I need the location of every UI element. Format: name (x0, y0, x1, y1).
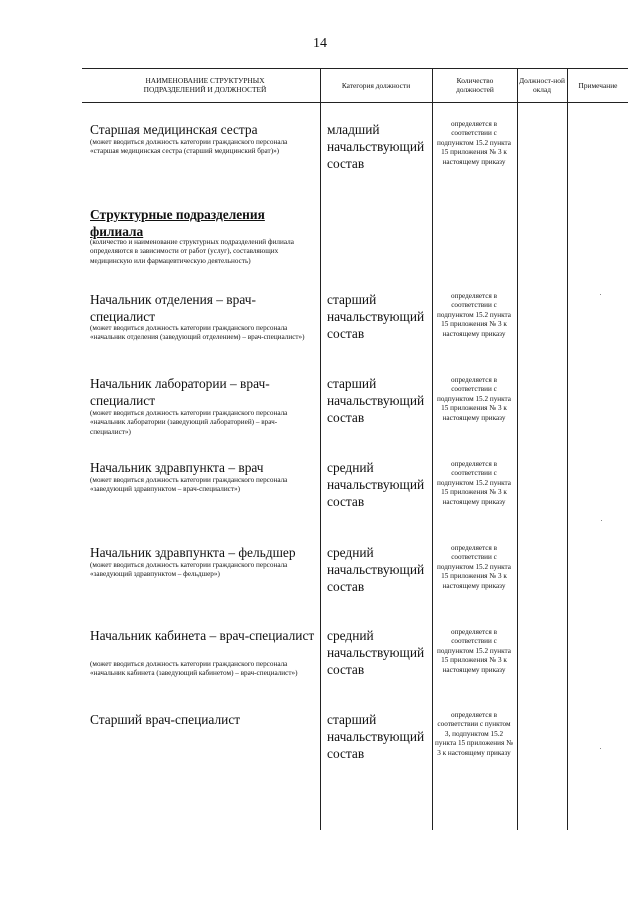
position-title: Старшая медицинская сестра (90, 122, 258, 137)
scan-speck (600, 748, 601, 749)
position-title: Начальник здравпункта – фельдшер (90, 545, 296, 560)
header-salary (518, 68, 566, 102)
position-note: (может вводиться должность категории гражданского персонала «начальник лаборатории (заведующий лабораторией) – врач-специалист») (90, 409, 288, 436)
section-heading: Структурные подразделения филиала (90, 207, 265, 239)
header-name-text: НАИМЕНОВАНИЕ СТРУКТУРНЫХ ПОДРАЗДЕЛЕНИЙ И ДОЛЖНОСТЕЙ (143, 76, 267, 94)
col-rule-4 (567, 68, 568, 830)
header-category (320, 68, 432, 102)
position-quantity: определяется в соответствии с подпунктом 15.2 пункта 15 приложения № 3 к настоящему приказу (437, 544, 511, 590)
header-remark-text: Примечание (578, 80, 618, 90)
position-category: средний начальствующий состав (327, 460, 425, 509)
position-note: (может вводиться должность категории гражданского персонала «заведующий здравпунктом – врач-специалист») (90, 476, 288, 494)
position-quantity: определяется в соответствии с подпунктом 15.2 пункта 15 приложения № 3 к настоящему приказу (437, 628, 511, 674)
position-title: Начальник отделения – врач-специалист (90, 292, 256, 324)
header-category-text: Категория должности (341, 80, 411, 90)
page-number: 14 (313, 36, 327, 51)
position-category: старший начальствующий состав (327, 292, 425, 341)
col-rule-3 (517, 68, 518, 830)
position-category: старший начальствующий состав (327, 376, 425, 425)
header-name (120, 68, 290, 102)
scan-speck (601, 520, 602, 521)
header-quantity-text: Количество должностей (456, 76, 494, 94)
header-salary-text: Должност-ной оклад (519, 76, 565, 94)
header-remark (568, 68, 628, 102)
position-quantity: определяется в соответствии с пунктом 3, подпунктом 15.2 пункта 15 приложения № 3 к настоящему приказу (435, 711, 513, 757)
scan-speck (600, 294, 601, 295)
position-category: старший начальствующий состав (327, 712, 425, 761)
position-title: Начальник лаборатории – врач-специалист (90, 376, 270, 408)
position-note: (может вводиться должность категории гражданского персонала «начальник кабинета (заведующий кабинетом) – врач-специалист») (90, 660, 298, 678)
position-quantity: определяется в соответствии с подпунктом 15.2 пункта 15 приложения № 3 к настоящему приказу (437, 120, 511, 166)
position-quantity: определяется в соответствии с подпунктом 15.2 пункта 15 приложения № 3 к настоящему приказу (437, 376, 511, 422)
position-title: Начальник здравпункта – врач (90, 460, 264, 475)
section-note: (количество и наименование структурных подразделений филиала определяются в зависимости от работ (услуг), составляющих медицинскую или фармацевтическую деятельность) (90, 238, 294, 265)
col-rule-1 (320, 68, 321, 830)
position-note: (может вводиться должность категории гражданского персонала «начальник отделения (заведующий отделением) – врач-специалист») (90, 324, 305, 342)
position-category: средний начальствующий состав (327, 545, 425, 594)
position-title: Начальник кабинета – врач-специалист (90, 628, 315, 643)
position-quantity: определяется в соответствии с подпунктом 15.2 пункта 15 приложения № 3 к настоящему приказу (437, 460, 511, 506)
position-category: средний начальствующий состав (327, 628, 425, 677)
table-header-rule (82, 102, 628, 103)
position-title: Старший врач-специалист (90, 712, 241, 727)
position-note: (может вводиться должность категории гражданского персонала «старшая медицинская сестра (старший медицинский брат)») (90, 138, 288, 156)
header-quantity (440, 68, 510, 102)
position-quantity: определяется в соответствии с подпунктом 15.2 пункта 15 приложения № 3 к настоящему приказу (437, 292, 511, 338)
position-category: младший начальствующий состав (327, 122, 425, 171)
position-note: (может вводиться должность категории гражданского персонала «заведующий здравпунктом – фельдшер») (90, 561, 288, 579)
